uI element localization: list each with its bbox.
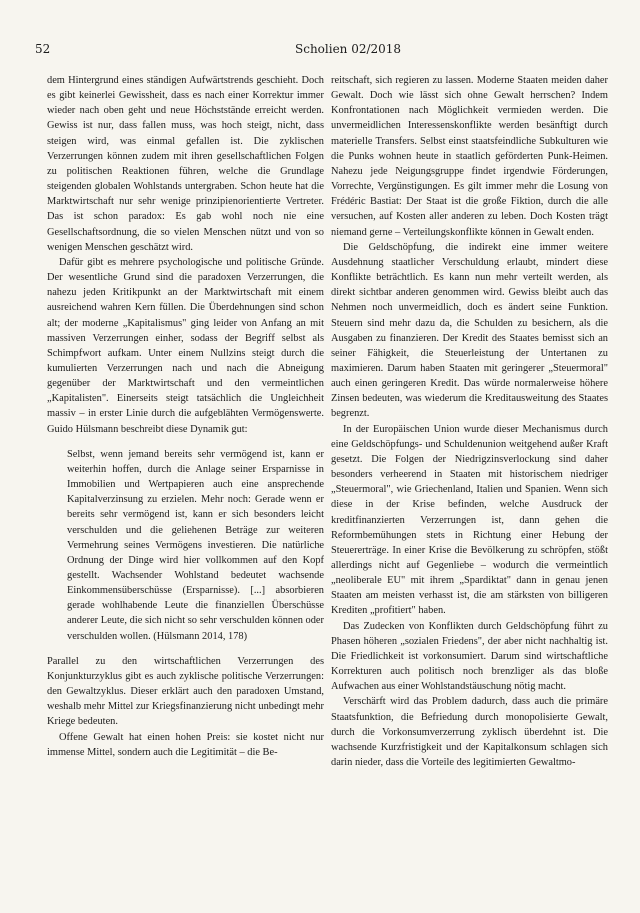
paragraph: Offene Gewalt hat einen hohen Preis: sie kostet nicht nur immense Mittel, sondern auch die Legitimität – die Be- bbox=[47, 731, 324, 758]
paragraph: Das Zudecken von Konflikten durch Geldschöpfung führt zu Phasen höheren „sozialen Friedens", der aber nicht nachhaltig ist. Die Friedlichkeit ist vorkonsumiert. Darum sind wirtschaftliche Korrekturen auch politisch noch brenzliger als das bloße Aufwachen aus einer Wohlstandstäuschung nötig macht. bbox=[331, 620, 608, 693]
paragraph: reitschaft, sich regieren zu lassen. Moderne Staaten meiden daher Gewalt. Doch wie lässt sich ohne Gewalt herrschen? Indem Konfrontationen nach Möglichkeit vermieden werden. Die unvermeidlichen Interessenskonflikte werden besänftigt durch materielle Transfers. Selbst einst staatsfeindliche Subkulturen wie die Punks wohnen heute in staatlich geförderten Punk-Heimen. Nahezu jede Neigungsgruppe findet irgendwie Förderungen, Vorrechte, Vergünstigungen. Es gilt immer mehr die Losung von Frédéric Bastiat: Der Staat ist die große Fiktion, durch die alle versuchen, auf Kosten aller anderen zu leben. Doch Kosten trägt niemand gerne – Verteilungskonflikte können in Gewalt enden. bbox=[331, 75, 608, 238]
paragraph: In der Europäischen Union wurde dieser Mechanismus durch eine Geldschöpfungs- und Schuldenunion weitgehend außer Kraft gesetzt. Die Folgen der Niedrigzinsverlockung sind daher besonders verheerend in Staaten mit historischem niedriger „Steuermoral", wie Griechenland, Italien und Spanien. Wenn sich diese in der Krise befinden, welche Ausdruck der kreditfinanzierten Verzerrungen ist, dann gehen die Reformbemühungen stets in Richtung einer Hebung der Steuererträge. In einer Krise die Bevölkerung zu schröpfen, stößt allerdings nicht auf Gegenliebe – wodurch die vermeintlich „neoliberale EU" mit ihrem „Spardiktat" dann in genau jenen Staaten am meisten verhasst ist, die am stärksten von billigeren Krediten „profitiert" haben. bbox=[331, 423, 608, 617]
quote-text: Selbst, wenn jemand bereits sehr vermögend ist, kann er weiterhin hoffen, durch die Anlage seiner Ersparnisse in Immobilien und Wertpapieren auch eine ansprechende Kapitalverzinsung zu erzielen. Mehr noch: Gerade wenn er bereits sehr vermögend ist, kann er sich besonders leicht verschulden und die geliehenen Beträge zur weiteren Vermehrung seines Vermögens investieren. Die natürliche Ordnung der Dinge wird hier vollkommen auf den Kopf gestellt. Wachsender Wohlstand bedeutet wachsende Einkommensüberschüsse (Ersparnisse). [...] absorbieren gerade wohlhabende Leute die finanziellen Überschüsse anderer Leute, die sich nicht so sehr verschulden können oder verschulden wollen. (Hülsmann 2014, 178) bbox=[67, 448, 324, 642]
paragraph: Verschärft wird das Problem dadurch, dass auch die primäre Staatsfunktion, die Befriedung durch monopolisierte Gewalt, durch die Vorkonsumverzerrung zyklisch überdehnt ist. Die wachsende Kurzfristigkeit und der Kapitalkonsum schlagen sich darin nieder, dass die Vorteile des legitimierten Gewaltmo- bbox=[331, 696, 608, 769]
paragraph: dem Hintergrund eines ständigen Aufwärtstrends geschieht. Doch es gibt keinerlei Gewissheit, dass es nach einer Korrektur immer wieder nach oben geht und neue Höchststände erreicht werden. Gewiss ist nur, dass fallen muss, was hoch steigt, nicht, dass steigen wird, was einmal gefallen ist. Die zyklischen Verzerrungen können zudem mit ihren gesellschaftlichen Folgen zu politischen Reaktionen führen, welche die Grundlage steigenden globalen Wohlstands untergraben. Schon heute hat die Marktwirtschaft nur sehr wenige prinzipienorientierte Vertreter. Das ist schon paradox: Es gab wohl noch nie eine Gesellschaftsordnung, die so vielen Menschen nützt und von so wenigen Menschen geschätzt wird. bbox=[47, 75, 324, 253]
paragraph: Die Geldschöpfung, die indirekt eine immer weitere Ausdehnung staatlicher Verschuldung erlaubt, mindert diese Konflikte beträchtlich. Es kann nun mehr verteilt werden, als direkt sichtbar anderen genommen wird. Gewiss bleibt auch das Nehmen noch unvermeidlich, doch es ändert seine Funktion. Steuern sind mehr dazu da, die Schulden zu besichern, als die Ausgaben zu finanzieren. Der Kredit des Staates bemisst sich an seiner Fähigkeit, die Steuerleistung der Untertanen zu maximieren. Darum haben Staaten mit geringerer „Steuermoral" auch einen geringeren Kredit. Das würde normalerweise höhere Zinsen bedeuten, was wiederum die Kreditausweitung des Staates begrenzt. bbox=[331, 241, 608, 420]
paragraph: Dafür gibt es mehrere psychologische und politische Gründe. Der wesentliche Grund sind die paradoxen Verzerrungen, die nahezu jeden Kritikpunkt an der Marktwirtschaft mit einem ausreichend wahren Kern füllen. Die Überdehnungen sind schon alt; der moderne „Kapitalismus" ging leider von Anfang an mit massiven Verzerrungen einher, sodass der Begriff selbst als Schimpfwort aufkam. Unter einem Nullzins steigt durch die kumulierten Verzerrungen nach und nach die Abneigung gegenüber der Marktwirtschaft und den vermeintlichen „Kapitalisten". Einerseits steigt tatsächlich die Ungleichheit massiv – in erster Linie durch die aufgeblähten Vermögenswerte. Guido Hülsmann beschreibt diese Dynamik gut: bbox=[47, 256, 324, 435]
running-head: Scholien 02/2018 bbox=[295, 42, 402, 56]
paragraph: Parallel zu den wirtschaftlichen Verzerrungen des Konjunkturzyklus gibt es auch zyklische politische Verzerrungen: den Gewaltzyklus. Dieser erklärt auch den paradoxen Umstand, weshalb mehr Mittel zur Kriegsfinanzierung nicht unbedingt mehr Kriege bedeuten. bbox=[47, 655, 324, 728]
left-column bbox=[47, 73, 324, 760]
block-quote bbox=[67, 447, 324, 644]
right-column bbox=[331, 73, 608, 770]
page-number: 52 bbox=[35, 42, 51, 56]
